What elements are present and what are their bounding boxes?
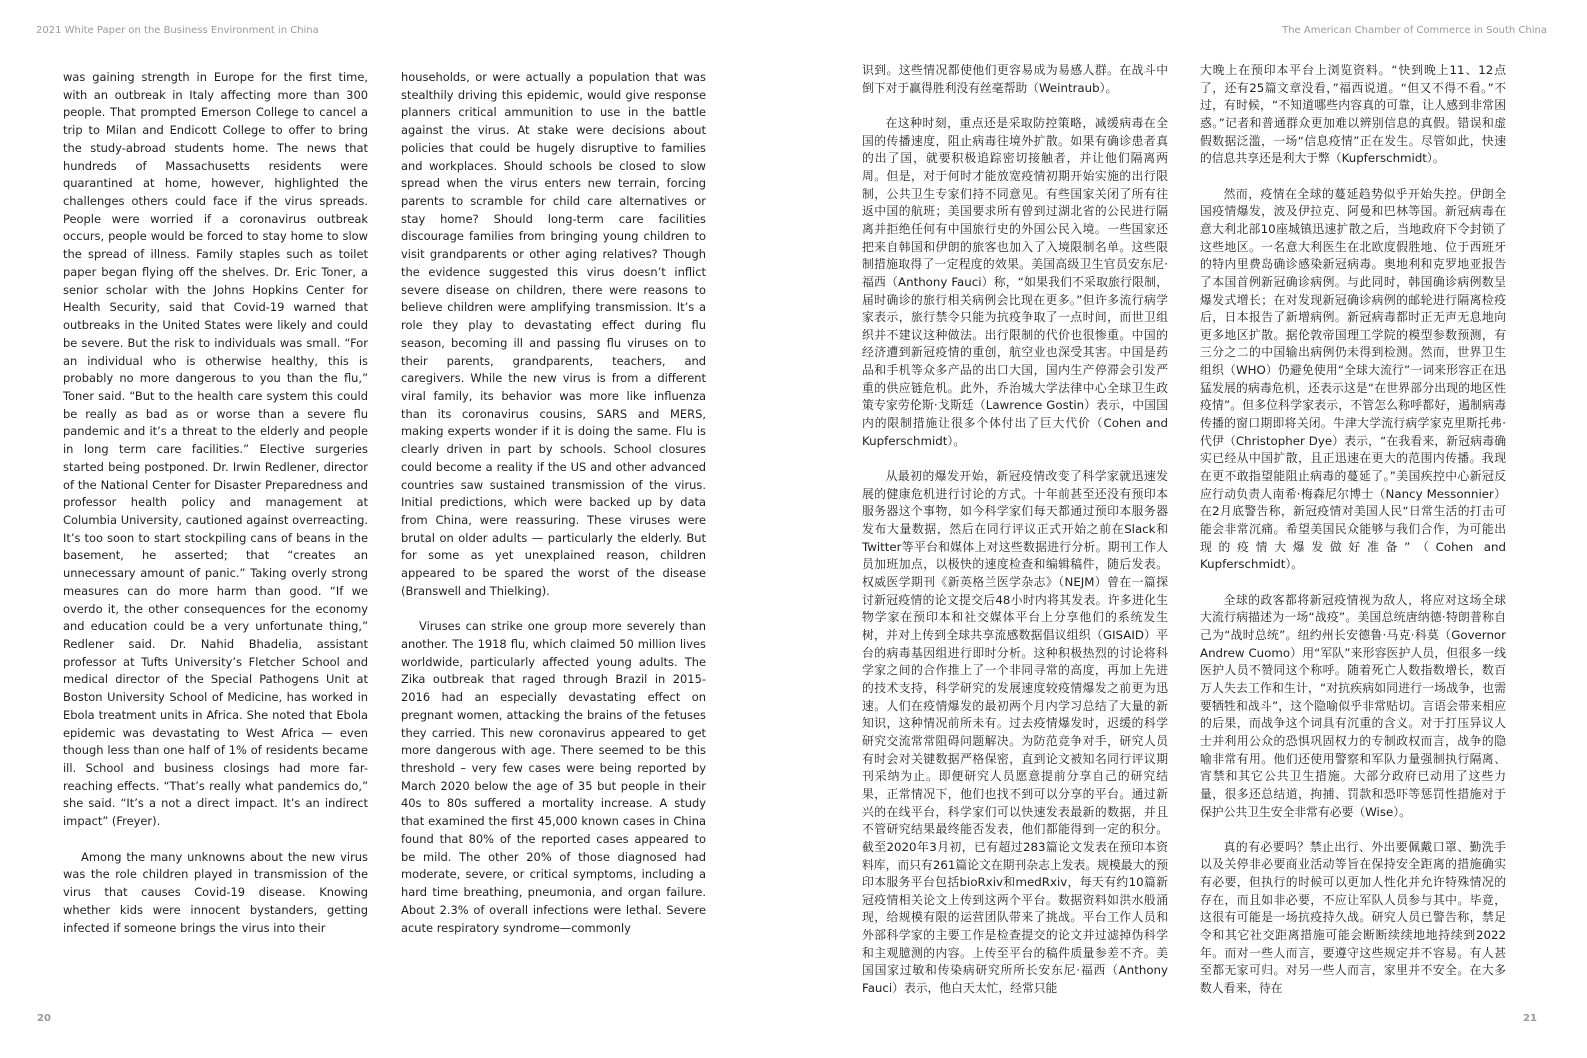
page-number-right: 21	[1523, 1013, 1537, 1024]
chinese-column-2	[1200, 62, 1506, 996]
paragraph: 大晚上在预印本平台上浏览资料。“快到晚上11、12点了，还有25篇文章没看，”福西说道。“但又不得不看。”不过，有时候，“不知道哪些内容真的可靠，让人感到非常困惑。”记者和普通群众更加难以辨别信息的真假。错误和虚假数据泛滥，一场“信息疫情”正在发生。尽管如此，快速的信息共享还是利大于弊（Kupferschmidt）。	[1200, 63, 1506, 166]
english-column-2	[401, 69, 706, 969]
paragraph: was gaining strength in Europe for the first time, with an outbreak in Italy affecting more than 300 people. That prompted Emerson College to cancel a trip to Milan and Endicott College to offer to bring the study-abroad students home. The news that hundreds of Massachusetts residents were quarantined at home, however, highlighted the challenges others could face if the virus spreads. People were worried if a coronavirus outbreak occurs, people would be forced to stay home to slow the spread of illness. Family staples such as toilet paper began flying off the shelves. Dr. Eric Toner, a senior scholar with the Johns Hopkins Center for Health Security, said that Covid-19 warned that outbreaks in the United States were likely and could be severe. But the risk to individuals was small. “For an individual who is otherwise healthy, this is probably no more dangerous to you than the flu,” Toner said. “But to the health care system this could be really as bad as or worse than a severe flu pandemic and it’s a threat to the elderly and people in long term care facilities.” Elective surgeries started being postponed. Dr. Irwin Redlener, director of the National Center for Disaster Preparedness and professor health policy and management at Columbia University, cautioned against overreacting. It’s too soon to start stockpiling cans of beans in the basement, he asserted; that “creates an unnecessary amount of panic.” Taking overly strong measures can do more harm than good. “If we overdo it, the other consequences for the economy and education could be a very unfortunate thing,” Redlener said. Dr. Nahid Bhadelia, assistant professor at Tufts University’s Fletcher School and medical director of the Special Pathogens Unit at Boston University School of Medicine, has worked in Ebola treatment units in Africa. She noted that Ebola epidemic was devastating to West Africa — even though less than one half of 1% of residents became ill. School and business closings had more far-reaching effects. “That’s really what pandemics do,” she said. “It’s a not a direct impact. It’s an indirect impact” (Freyer).	[63, 70, 368, 829]
paragraph: 从最初的爆发开始，新冠疫情改变了科学家就迅速发展的健康危机进行讨论的方式。十年前甚至还没有预印本服务器这个事物，如今科学家们每天都通过预印本服务器发布大量数据，然后在同行评议正式开始之前在Slack和Twitter等平台和媒体上对这些数据进行分析。期刊工作人员加班加点，以极快的速度检查和编辑稿件，随后发表。权威医学期刊《新英格兰医学杂志》（NEJM）曾在一篇探讨新冠疫情的论文提交后48小时内将其发表。许多进化生物学家在预印本和社交媒体平台上分享他们的系统发生树，并对上传到全球共享流感数据倡议组织（GISAID）平台的病毒基因组进行即时分析。这种积极热烈的讨论将科学家之间的合作推上了一个非同寻常的高度，再加上先进的技术支持，科学研究的发展速度较疫情爆发之前更为迅速。人们在疫情爆发的最初两个月内学习总结了大量的新知识，这种情况前所未有。过去疫情爆发时，迟缓的科学研究交流常常阻碍问题解决。为防范竞争对手，研究人员有时会对关键数据严格保密，直到论文被知名同行评议期刊采纳为止。即便研究人员愿意提前分享自己的研究结果，正常情况下，他们也找不到可以分享的平台。通过新兴的在线平台，科学家们可以快速发表最新的数据，并且不管研究结果最终能否发表，他们都能得到一定的积分。截至2020年3月初，已有超过283篇论文发表在预印本资料库，而只有261篇论文在期刊杂志上发表。规模最大的预印本服务平台包括bioRxiv和medRxiv，每天有约10篇新冠疫情相关论文上传到这两个平台。数据资料如洪水般涌现，给规模有限的运营团队带来了挑战。平台工作人员和外部科学家的主要工作是检查提交的论文并过滤掉伪科学和主观臆测的内容。上传至平台的稿件质量参差不齐。美国国家过敏和传染病研究所所长安东尼·福西（Anthony Fauci）表示，他白天太忙，经常只能	[862, 469, 1168, 996]
paragraph: 真的有必要吗？禁止出行、外出要佩戴口罩、勤洗手以及关停非必要商业活动等旨在保持安全距离的措施确实有必要，但执行的时候可以更加人性化并允许特殊情况的存在，而且如非必要，不应让军队人员参与其中。毕竟，这很有可能是一场抗疫持久战。研究人员已警告称，禁足令和其它社交距离措施可能会断断续续地地持续到2022年。而对一些人而言，要遵守这些规定并不容易。有人甚至都无家可归。对另一些人而言，家里并不安全。在大多数人看来，待在	[1200, 839, 1506, 996]
paragraph: 在这种时刻，重点还是采取防控策略，减缓病毒在全国的传播速度，阻止病毒往境外扩散。如果有确诊患者真的出了国，就要积极追踪密切接触者，并让他们隔离两周。但是，对于何时才能放宽疫情初期开始实施的出行限制，公共卫生专家们持不同意见。有些国家关闭了所有往返中国的航班；美国要求所有曾到过湖北省的公民进行隔离并拒绝任何有中国旅行史的外国公民入境。一些国家还把来自韩国和伊朗的旅客也加入了入境限制名单。这些限制措施取得了一定程度的效果。美国高级卫生官员安东尼·福西（Anthony Fauci）称，“如果我们不采取旅行限制，届时确诊的旅行相关病例会比现在更多。”但许多流行病学家表示，旅行禁令只能为抗疫争取了一点时间，而世卫组织并不建议这种做法。出行限制的代价也很惨重。中国的经济遭到新冠疫情的重创，航空业也深受其害。中国是药品和手机等众多产品的出口大国，国内生产停滞会引发严重的供应链危机。此外，乔治城大学法律中心全球卫生政策专家劳伦斯·戈斯廷（Lawrence Gostin）表示，中国国内的限制措施让很多个体付出了巨大代价（Cohen and Kupferschmidt）。	[862, 115, 1168, 448]
paragraph: Among the many unknowns about the new virus was the role children played in transmission of the virus that causes Covid-19 disease. Knowing whether kids were innocent bystanders, getting infected if someone brings the virus into their	[63, 849, 368, 935]
page-number-left: 20	[37, 1013, 51, 1024]
paragraph: households, or were actually a population that was stealthily driving this epidemic, would give response planners critical ammunition to use in the battle against the virus. At stake were decisions about policies that could be hugely disruptive to families and workplaces. Should schools be closed to slow spread when the virus enters new terrain, forcing parents to scramble for child care alternatives or stay home? Should long-term care facilities discourage families from bringing young children to visit grandparents or other aging relatives? Though the evidence suggested this virus doesn’t inflict severe disease on children, there were reasons to believe children were amplifying transmission. It’s a role they play to devastating effect during flu season, becoming ill and passing flu viruses on to their parents, grandparents, teachers, and caregivers. While the new virus is from a different viral family, its behavior was more like influenza than its coronavirus cousins, SARS and MERS, making experts wonder if it is doing the same. Flu is clearly driven in part by schools. School closures could become a reality if the US and other advanced countries saw sustained transmission of the virus. Initial predictions, which were backed up by data from China, were reassuring. These viruses were brutal on older adults — particularly the elderly. But for some as yet unexplained reason, children appeared to be spared the worst of the disease (Branswell and Thielking).	[401, 70, 706, 598]
paragraph: 然而，疫情在全球的蔓延趋势似乎开始失控。伊朗全国疫情爆发，波及伊拉克、阿曼和巴林等国。新冠病毒在意大利北部10座城镇迅速扩散之后，当地政府下令封锁了这些地区。一名意大利医生在北欧度假胜地、位于西班牙的特内里费岛确诊感染新冠病毒。奥地利和克罗地亚报告了本国首例新冠确诊病例。与此同时，韩国确诊病例数呈爆发式增长；在对发现新冠确诊病例的邮轮进行隔离检疫后，日本报告了新增病例。新冠病毒都时正无声无息地向更多地区扩散。据伦敦帝国理工学院的模型参数预测，有三分之二的中国输出病例仍未得到检测。然而，世界卫生组织（WHO）仍避免使用“全球大流行”一词来形容正在迅猛发展的病毒危机，还表示这是“在世界部分出现的地区性疫情”。但多位科学家表示，不管怎么称呼都好，遏制病毒传播的窗口期即将关闭。牛津大学流行病学家克里斯托弗·代伊（Christopher Dye）表示，“在我看来，新冠病毒确实已经从中国扩散，且正迅速在更大的范围内传播。我现在更不敢指望能阻止病毒的蔓延了。”美国疾控中心新冠反应行动负责人南希·梅森尼尔博士（Nancy Messonnier）在2月底警告称，新冠疫情对美国人民“日常生活的打击可能会非常沉痛。希望美国民众能够与我们合作，为可能出现的疫情大爆发做好准备”（Cohen and Kupferschmidt）。	[1200, 186, 1506, 572]
paragraph: 全球的政客都将新冠疫情视为敌人，将应对这场全球大流行病描述为一场“战疫”。美国总统唐纳德·特朗普称自己为“战时总统”。纽约州长安德鲁·马克·科莫（Governor Andrew Cuomo）用“军队”来形容医护人员，但很多一线医护人员不赞同这个称呼。随着死亡人数指数增长，数百万人失去工作和生计，“对抗疾病如同进行一场战争，也需要牺牲和战斗”，这个隐喻似乎非常贴切。言语会带来相应的后果，而战争这个词具有沉重的含义。对于打压异议人士并利用公众的恐惧巩固权力的专制政权而言，战争的隐喻非常有用。他们还使用警察和军队力量强制执行隔离、宵禁和其它公共卫生措施。大部分政府已动用了这些力量，很多还总结道，拘捕、罚款和恐吓等惩罚性措施对于保护公共卫生安全非常有必要（Wise）。	[1200, 592, 1506, 819]
paragraph: Viruses can strike one group more severely than another. The 1918 flu, which claimed 50 million lives worldwide, particularly affected young adults. The Zika outbreak that raged through Brazil in 2015-2016 had an especially devastating effect on pregnant women, attacking the brains of the fetuses they carried. This new coronavirus appeared to get more dangerous with age. There seemed to be this threshold – very few cases were being reported by March 2020 below the age of 35 but people in their 40s to 80s suffered a mortality increase. A study that examined the first 45,000 known cases in China found that 80% of the reported cases appeared to be mild. The other 20% of those diagnosed had moderate, severe, or critical symptoms, including a hard time breathing, pneumonia, and organ failure. About 2.3% of overall infections were lethal. Severe acute respiratory syndrome—commonly	[401, 619, 706, 935]
english-column-1	[63, 69, 368, 969]
chinese-column-1	[862, 62, 1168, 996]
running-header-right: The American Chamber of Commerce in South China	[1282, 25, 1547, 36]
paragraph: 识到。这些情况都使他们更容易成为易感人群。在战斗中倒下对于赢得胜利没有丝毫帮助（Weintraub）。	[862, 63, 1168, 95]
running-header-left: 2021 White Paper on the Business Environment in China	[36, 25, 319, 36]
